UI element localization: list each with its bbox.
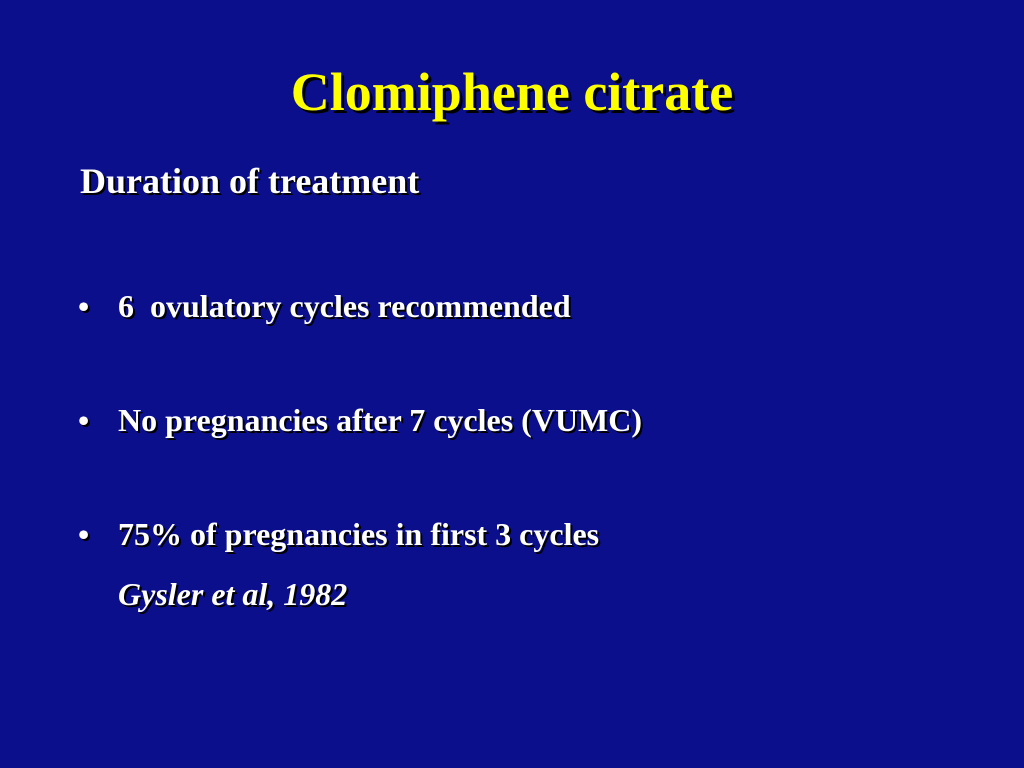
citation: Gysler et al, 1982 <box>118 576 348 612</box>
bullet-dot-icon: • <box>78 516 90 552</box>
bullet-dot-icon: • <box>78 402 90 438</box>
bullet-text: 6 ovulatory cycles recommended <box>118 288 571 324</box>
bullet-text: No pregnancies after 7 cycles (VUMC) <box>118 402 643 438</box>
bullet-text: 75% of pregnancies in first 3 cycles <box>118 516 600 552</box>
slide-title: Clomiphene citrate <box>290 62 734 122</box>
slide-subtitle: Duration of treatment <box>80 161 420 201</box>
bullet-dot-icon: • <box>78 288 90 324</box>
